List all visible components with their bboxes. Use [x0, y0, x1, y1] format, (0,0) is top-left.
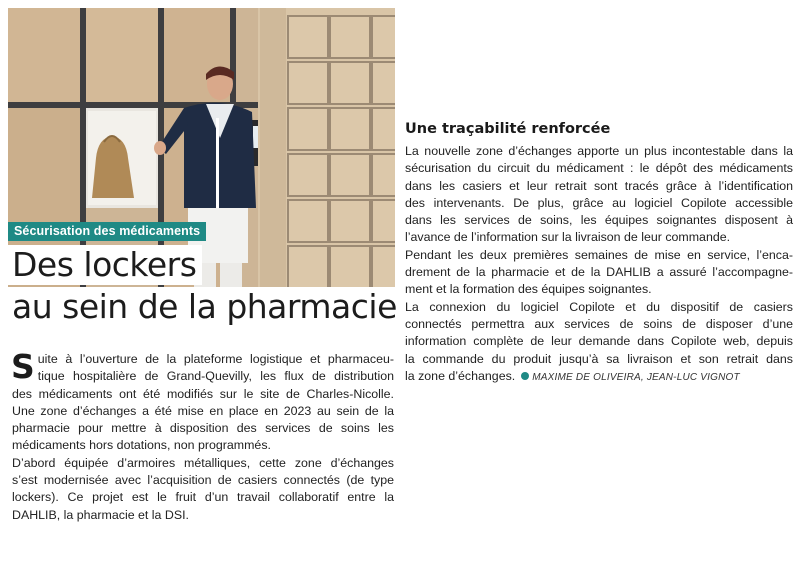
right-column-text	[405, 143, 793, 386]
right-line: drement de la pharmacie et de la DAHLIB a assuré l’accompagne-	[405, 265, 793, 280]
left-line: uite à l’ouverture de la plateforme logistique et pharmaceu-	[37, 352, 394, 366]
right-line: information complète de leur demande dans Copilote web, depuis	[405, 334, 793, 349]
right-line: sécurisation du circuit du médicament : le dépôt des médicaments	[405, 161, 793, 176]
right-line-final	[405, 368, 793, 386]
left-line: s’est modernisée avec l’acquisition de casiers connectés (de type	[12, 473, 394, 488]
author-byline: MAXIME DE OLIVEIRA, JEAN-LUC VIGNOT	[532, 371, 740, 383]
section-kicker: Sécurisation des médicaments	[8, 222, 206, 241]
right-line: ment et la formation des équipes soignantes.	[405, 282, 652, 297]
right-line: connectés permettra aux services de soins de disposer d’une	[405, 316, 793, 331]
right-line: Pendant les deux premières semaines de mise en service, l’enca-	[405, 247, 793, 262]
left-line: des médicaments ont été modifiés sur le site de Charles-Nicolle.	[12, 386, 394, 401]
left-line: médicaments hors dotations, non programmés.	[12, 438, 271, 453]
left-line: DAHLIB, la pharmacie et la DSI.	[12, 507, 189, 522]
drop-cap: S	[11, 347, 35, 386]
right-line-text: la zone d’échanges.	[405, 368, 516, 383]
right-line: dans les casiers et leur retrait sont tracés grâce à l’identification	[405, 178, 793, 193]
right-line: la commande du produit jusqu’à sa livraison et son retrait dans	[405, 351, 793, 366]
left-line: lockers). Ce projet est le fruit d’un travail collaboratif entre la	[12, 490, 394, 505]
left-line: tique hospitalière de Grand-Quevilly, les flux de distribution	[37, 369, 394, 384]
right-line: l’avance de l’information sur la livraison de leur commande.	[405, 230, 731, 245]
right-line: dans les services de soins, les équipes soignantes disposent à	[405, 213, 793, 228]
headline-line-2: au sein de la pharmacie	[8, 287, 403, 327]
left-line: D’abord équipée d’armoires métalliques, cette zone d’échanges	[12, 455, 394, 470]
right-line: La nouvelle zone d’échanges apporte un plus incontestable dans la	[405, 144, 793, 158]
left-line: Une zone d’échanges a été mise en place en 2023 au sein de la	[12, 403, 394, 418]
right-line: des intervenants. De plus, grâce au logiciel Copilote accessible	[405, 195, 793, 210]
subsection-title: Une traçabilité renforcée	[405, 121, 611, 137]
left-column-text	[11, 347, 394, 524]
right-line: La connexion du logiciel Copilote et du dispositif de casiers	[405, 299, 793, 314]
byline-dot-icon	[521, 372, 529, 380]
headline-line-1: Des lockers	[8, 245, 202, 285]
left-line: pharmacie pour mettre à disposition des services de soins les	[12, 421, 394, 436]
